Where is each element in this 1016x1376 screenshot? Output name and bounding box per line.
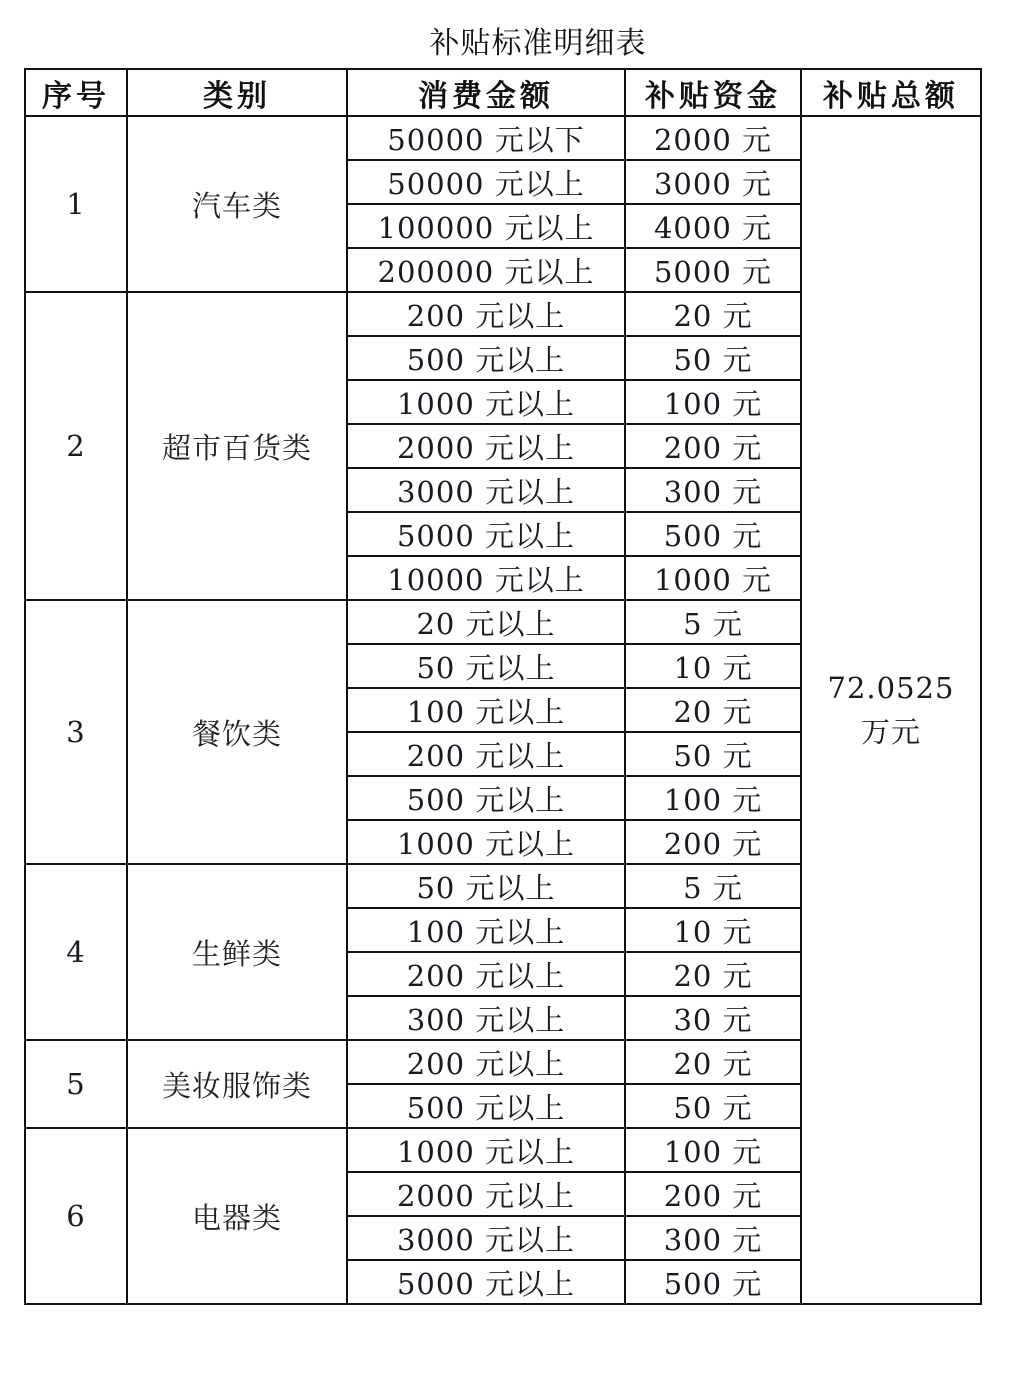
category-name: 汽车类 — [127, 116, 347, 292]
subsidy-amount-cell: 50 元 — [625, 732, 801, 776]
spend-amount-cell: 5000 元以上 — [347, 512, 625, 556]
subsidy-total-unit: 万元 — [860, 715, 921, 749]
spend-amount-cell: 50 元以上 — [347, 864, 625, 908]
subsidy-amount-cell: 50 元 — [625, 1084, 801, 1128]
subsidy-amount-cell: 1000 元 — [625, 556, 801, 600]
spend-amount-cell: 500 元以上 — [347, 776, 625, 820]
category-name: 美妆服饰类 — [127, 1040, 347, 1128]
subsidy-amount-cell: 50 元 — [625, 336, 801, 380]
spend-amount-cell: 50000 元以上 — [347, 160, 625, 204]
subsidy-amount-cell: 500 元 — [625, 512, 801, 556]
subsidy-amount-cell: 10 元 — [625, 644, 801, 688]
subsidy-amount-cell: 300 元 — [625, 468, 801, 512]
header-row — [25, 69, 981, 116]
category-index: 2 — [25, 292, 127, 600]
subsidy-amount-cell: 30 元 — [625, 996, 801, 1040]
subsidy-amount-cell: 300 元 — [625, 1216, 801, 1260]
subsidy-amount-cell: 100 元 — [625, 776, 801, 820]
category-index: 5 — [25, 1040, 127, 1128]
subsidy-amount-cell: 5000 元 — [625, 248, 801, 292]
subsidy-amount-cell: 100 元 — [625, 1128, 801, 1172]
spend-amount-cell: 20 元以上 — [347, 600, 625, 644]
spend-amount-cell: 200 元以上 — [347, 732, 625, 776]
spend-amount-cell: 2000 元以上 — [347, 424, 625, 468]
subsidy-amount-cell: 3000 元 — [625, 160, 801, 204]
subsidy-amount-cell: 20 元 — [625, 688, 801, 732]
category-name: 餐饮类 — [127, 600, 347, 864]
spend-amount-cell: 1000 元以上 — [347, 1128, 625, 1172]
header-index: 序号 — [25, 69, 127, 116]
header-category: 类别 — [127, 69, 347, 116]
subsidy-amount-cell: 200 元 — [625, 820, 801, 864]
spend-amount-cell: 300 元以上 — [347, 996, 625, 1040]
category-name: 电器类 — [127, 1128, 347, 1304]
subsidy-amount-cell: 20 元 — [625, 952, 801, 996]
subsidy-table — [24, 68, 982, 1305]
spend-amount-cell: 500 元以上 — [347, 336, 625, 380]
spend-amount-cell: 200 元以上 — [347, 1040, 625, 1084]
subsidy-total-cell — [801, 116, 981, 1304]
spend-amount-cell: 100000 元以上 — [347, 204, 625, 248]
subsidy-amount-cell: 500 元 — [625, 1260, 801, 1304]
header-subsidy-amount: 补贴资金 — [625, 69, 801, 116]
header-spend-amount: 消费金额 — [347, 69, 625, 116]
category-index: 6 — [25, 1128, 127, 1304]
spend-amount-cell: 1000 元以上 — [347, 820, 625, 864]
category-name: 超市百货类 — [127, 292, 347, 600]
subsidy-amount-cell: 100 元 — [625, 380, 801, 424]
subsidy-total-amount: 72.0525 — [827, 671, 955, 705]
subsidy-amount-cell: 5 元 — [625, 600, 801, 644]
spend-amount-cell: 50 元以上 — [347, 644, 625, 688]
header-subsidy-total: 补贴总额 — [801, 69, 981, 116]
table-body — [25, 116, 981, 1304]
subsidy-amount-cell: 200 元 — [625, 1172, 801, 1216]
spend-amount-cell: 2000 元以上 — [347, 1172, 625, 1216]
category-index: 3 — [25, 600, 127, 864]
spend-amount-cell: 50000 元以下 — [347, 116, 625, 160]
document-title: 补贴标准明细表 — [429, 26, 647, 61]
spend-amount-cell: 1000 元以上 — [347, 380, 625, 424]
subsidy-amount-cell: 200 元 — [625, 424, 801, 468]
subsidy-amount-cell: 2000 元 — [625, 116, 801, 160]
category-index: 4 — [25, 864, 127, 1040]
spend-amount-cell: 200 元以上 — [347, 952, 625, 996]
subsidy-amount-cell: 4000 元 — [625, 204, 801, 248]
spend-amount-cell: 10000 元以上 — [347, 556, 625, 600]
spend-amount-cell: 200000 元以上 — [347, 248, 625, 292]
spend-amount-cell: 3000 元以上 — [347, 468, 625, 512]
spend-amount-cell: 5000 元以上 — [347, 1260, 625, 1304]
spend-amount-cell: 500 元以上 — [347, 1084, 625, 1128]
spend-amount-cell: 100 元以上 — [347, 688, 625, 732]
spend-amount-cell: 100 元以上 — [347, 908, 625, 952]
subsidy-amount-cell: 5 元 — [625, 864, 801, 908]
subsidy-amount-cell: 10 元 — [625, 908, 801, 952]
category-index: 1 — [25, 116, 127, 292]
subsidy-amount-cell: 20 元 — [625, 292, 801, 336]
table-row — [25, 116, 981, 160]
spend-amount-cell: 3000 元以上 — [347, 1216, 625, 1260]
category-name: 生鲜类 — [127, 864, 347, 1040]
subsidy-amount-cell: 20 元 — [625, 1040, 801, 1084]
spend-amount-cell: 200 元以上 — [347, 292, 625, 336]
